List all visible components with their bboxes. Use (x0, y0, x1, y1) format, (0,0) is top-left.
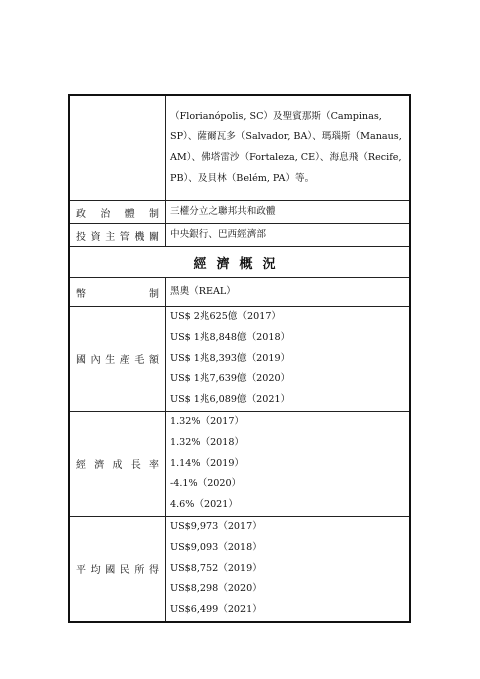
growth-value-2021: 4.6%（2021） (170, 499, 238, 511)
gdp-value-2018: US$ 1兆8,848億（2018） (170, 331, 291, 343)
label-char: 資 (90, 231, 101, 243)
politics-label-text (70, 205, 165, 220)
growth-value-2020: -4.1%（2020） (170, 478, 242, 490)
document-page (68, 94, 411, 623)
growth-values (166, 411, 411, 516)
section-title: 經濟概況 (69, 247, 410, 278)
income-value-2017: US$9,973（2017） (170, 520, 262, 532)
gdp-value-2017: US$ 2兆625億（2017） (170, 311, 282, 322)
gdp-value-2021: US$ 1兆6,089億（2021） (170, 394, 291, 406)
growth-value-2017: 1.32%（2017） (170, 415, 245, 427)
label-char: 國 (105, 565, 116, 577)
empty-label-cell (69, 95, 166, 201)
gdp-values (166, 307, 411, 412)
gdp-value-2019: US$ 1兆8,393億（2019） (170, 352, 291, 364)
income-value-2021: US$6,499（2021） (170, 604, 262, 616)
label-char: 制 (148, 208, 159, 220)
label-char: 長 (130, 460, 141, 472)
label-char: 政 (76, 208, 86, 220)
country-profile-table (68, 94, 411, 623)
currency-row (69, 278, 410, 307)
income-value-2019: US$8,752（2019） (170, 562, 262, 574)
growth-row (69, 411, 410, 516)
label-char: 經 (76, 460, 86, 472)
label-char: 幣 (76, 288, 86, 300)
label-char: 關 (148, 231, 159, 243)
label-char: 額 (148, 355, 159, 367)
label-char: 生 (105, 355, 116, 367)
label-char: 體 (124, 208, 135, 220)
income-label-text (70, 561, 165, 576)
label-char: 平 (76, 565, 86, 577)
politics-value: 三權分立之聯邦共和政體 (166, 201, 411, 224)
gdp-row (69, 307, 410, 412)
label-char: 管 (119, 231, 130, 243)
continuation-row (69, 95, 410, 201)
politics-row (69, 201, 410, 224)
continuation-text: （Florianópolis, SC）及聖賓那斯（Campinas, SP）、薩爾瓦多（Salvador, BA）、瑪瑙斯（Manaus, AM）、佛塔雷沙（Fortaleza, CE）、海息飛（Recife, PB）、及貝林（Belém, PA）等。 (166, 95, 411, 201)
label-char: 民 (119, 565, 130, 577)
income-value-2020: US$8,298（2020） (170, 583, 262, 595)
investment-authority-row (69, 224, 410, 247)
income-label (69, 516, 166, 621)
section-row (69, 247, 410, 278)
label-char: 產 (119, 355, 130, 367)
label-char: 所 (134, 565, 145, 577)
income-value-2018: US$9,093（2018） (170, 541, 262, 553)
label-char: 毛 (134, 355, 145, 367)
growth-value-2019: 1.14%（2019） (170, 457, 245, 469)
currency-label-text (70, 285, 165, 300)
growth-label-text (70, 456, 165, 471)
income-values (166, 516, 411, 621)
label-char: 制 (149, 288, 159, 300)
politics-label (69, 201, 166, 224)
label-char: 率 (149, 460, 159, 472)
label-char: 國 (76, 355, 86, 367)
label-char: 成 (112, 460, 123, 472)
currency-value: 黑奧（REAL） (166, 278, 411, 307)
gdp-label-text (70, 351, 165, 366)
growth-label (69, 411, 166, 516)
label-char: 機 (134, 231, 145, 243)
investment-authority-value: 中央銀行、巴西經濟部 (166, 224, 411, 247)
currency-label (69, 278, 166, 307)
label-char: 均 (90, 565, 101, 577)
income-row (69, 516, 410, 621)
investment-authority-label-text (70, 228, 165, 243)
gdp-value-2020: US$ 1兆7,639億（2020） (170, 373, 291, 385)
label-char: 投 (76, 231, 86, 243)
label-char: 內 (90, 355, 101, 367)
label-char: 治 (100, 208, 111, 220)
growth-value-2018: 1.32%（2018） (170, 436, 245, 448)
label-char: 主 (105, 231, 116, 243)
label-char: 得 (148, 565, 159, 577)
label-char: 濟 (94, 460, 105, 472)
investment-authority-label (69, 224, 166, 247)
gdp-label (69, 307, 166, 412)
